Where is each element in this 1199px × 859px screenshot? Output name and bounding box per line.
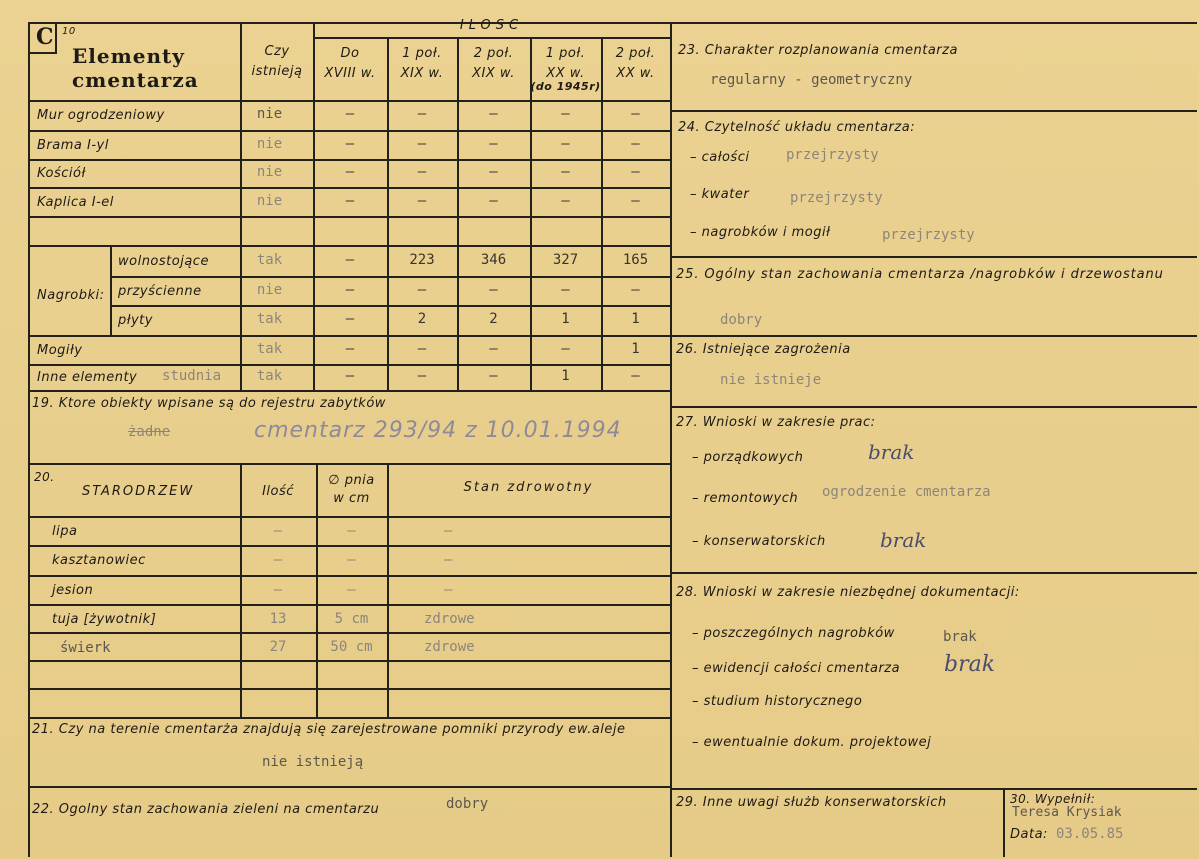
s20-h4 [28,604,670,606]
row-value-6-3: – [561,281,570,298]
row-label-9: Inne elementy [37,370,138,385]
row-value-7-2: 2 [489,311,498,327]
row-czy-8: tak [256,340,283,357]
row-value-5-3: 327 [552,251,579,268]
t1-h3 [28,187,670,189]
row-czy-6: nie [256,281,283,298]
row-value-9-2: – [489,368,498,384]
s30-date-label: Data: [1010,827,1048,842]
corner-bracket [55,24,57,54]
corner-underline [30,52,56,54]
t1-h0 [28,100,670,102]
row-czy-1: nie [256,135,283,152]
row-value-6-0: – [345,281,355,298]
row-value-8-2: – [489,340,498,357]
s20-top [28,463,670,465]
row-value-8-0: – [345,340,355,357]
row-value-5-2: 346 [480,251,507,268]
s20-h5 [28,632,670,634]
row-value-0-2: – [489,106,498,122]
row-label-3: Kaplica I-el [37,194,114,210]
row-label-7: płyty [118,313,153,328]
corner-letter: C [36,24,54,50]
row-value-9-1: – [417,368,427,384]
row-value-8-3: – [561,340,570,357]
s20-v3 [387,463,389,717]
t1-h-ilosc [313,37,670,39]
tree-name-4: świerk [60,640,111,656]
row-czy-5: tak [256,251,283,268]
s29-label: 29. Inne uwagi służb konserwatorskich [676,795,947,810]
s27-item3-value: brak [880,528,927,552]
row-value-5-4: 165 [622,251,649,268]
s19-label: 19. Ktore obiekty wpisane są do rejestru zabytków [32,396,386,411]
s22-value: dobry [446,796,489,812]
tree-pnia-1: – [347,552,356,568]
s27-item1-value: brak [868,440,915,464]
row-label-0: Mur ogrodzeniowy [37,108,165,123]
period-header-2-line1: 1 poł. [402,46,442,61]
r-h5 [670,572,1197,574]
row-value-1-2: – [489,135,498,152]
tree-name-1: kasztanowiec [52,553,146,568]
row-value-1-4: – [631,135,640,152]
r-h3 [670,335,1197,337]
s24-item1-label: – całości [690,150,750,165]
s20-number: 20. [34,470,55,484]
s24-item2-value: przejrzysty [790,190,883,206]
period-header-5-line2: XX w. [616,66,655,81]
r-h1 [670,110,1197,112]
tree-pnia-3: 5 cm [334,611,369,627]
row-value-2-1: – [417,164,427,180]
row-value-3-4: – [631,192,640,209]
period-header-4-line1: 1 poł. [545,46,586,61]
s27-label: 27. Wnioski w zakresie prac: [676,415,876,430]
t1-h5 [28,245,670,247]
t1-v6 [601,38,603,390]
row-value-7-4: 1 [631,311,640,327]
row-value-3-2: – [489,192,498,209]
row-czy-3: nie [256,192,283,209]
s24-item3-value: przejrzysty [882,227,975,243]
s20-h2 [28,545,670,547]
s24-item2-label: – kwater [690,187,750,202]
s26-label: 26. Istniejące zagrożenia [676,342,851,357]
s20-col-stan: Stan zdrowotny [463,480,594,495]
s30-name: Teresa Krysiak [1012,805,1122,820]
s30-label: 30. Wypełnił: [1010,792,1096,806]
s27-item3-label: – konserwatorskich [692,534,826,549]
tree-name-3: tuja [żywotnik] [52,612,157,627]
s20-col-name: STARODRZEW [82,484,195,499]
s28-item2-label: – ewidencji całości cmentarza [692,661,901,676]
tree-stan-0: – [444,523,453,539]
period-header-1-line2: XVIII w. [324,66,376,81]
tree-ilosc-2: – [273,582,283,598]
tree-ilosc-1: – [273,552,283,568]
corner-number: 10 [62,26,76,37]
s19-handwritten: cmentarz 293/94 z 10.01.1994 [254,418,622,443]
s20-col-ilosc: Ilość [262,484,294,499]
period-header-5-line1: 2 poł. [615,46,656,61]
s27-item2-value: ogrodzenie cmentarza [822,484,991,500]
row-value-2-2: – [489,164,498,180]
row-value-7-1: 2 [417,311,427,327]
center-divider [670,22,672,857]
t1-v3 [387,38,389,390]
t1-h1 [28,130,670,132]
row-value-2-0: – [345,164,355,180]
tree-stan-3: zdrowe [424,611,475,627]
row-value-7-0: – [345,311,355,327]
s28-item1-value: brak [943,629,977,645]
tree-stan-4: zdrowe [424,639,475,655]
row-label-5: wolnostojące [118,253,209,269]
r-h2 [670,256,1197,258]
row-value-0-1: – [417,106,427,122]
row-value-2-3: – [561,164,570,180]
t1-v4 [457,38,459,390]
row-value-1-0: – [345,135,355,152]
nagrobki-label: Nagrobki: [37,288,105,303]
s28-item2-value: brak [944,652,996,677]
r-h6 [670,788,1197,790]
s24-item3-label: – nagrobków i mogił [690,225,831,240]
s20-h1 [28,516,670,518]
s20-h3 [28,575,670,577]
row-label-1: Brama I-yl [37,137,109,153]
s23-label: 23. Charakter rozplanowania cmentarza [678,43,958,58]
period-header-4-line3: (do 1945r) [530,80,601,93]
s21-bottom [28,786,670,788]
t1-h6 [110,276,670,278]
row-value-5-1: 223 [409,251,435,268]
row-czy-0: nie [256,106,283,122]
period-header-2-line2: XIX w. [400,66,444,81]
s28-item4-label: – ewentualnie dokum. projektowej [692,735,932,750]
s30-date: 03.05.85 [1056,826,1124,842]
period-header-3-line1: 2 poł. [473,46,514,61]
s27-item1-label: – porządkowych [692,450,804,465]
row-value-5-0: – [345,251,355,268]
row-value-2-4: – [631,164,640,180]
row-czy-2: nie [256,164,283,180]
row-value-3-3: – [561,192,570,209]
title-line2: cmentarza [72,68,199,92]
s28-item3-label: – studium historycznego [692,694,863,709]
row-label-2: Kościół [37,166,86,181]
row-value-8-1: – [417,340,427,357]
col-czy-header: Czy istnieją [251,44,303,79]
period-header-4-line2: XX w. [546,66,585,81]
s21-label: 21. Czy na terenie cmentarża znajdują się zarejestrowane pomniki przyrody ew.aleje [32,722,626,737]
row-value-0-0: – [345,106,355,122]
row-value-6-2: – [489,281,498,298]
t1-h8 [28,335,670,337]
s20-bottom [28,717,670,719]
period-header-3-line2: XIX w. [472,66,515,81]
tree-name-0: lipa [52,524,78,539]
s22-label: 22. Ogolny stan zachowania zieleni na cmentarzu [32,802,380,817]
row-label-6: przyścienne [118,283,202,299]
row-value-0-4: – [631,106,640,122]
tree-ilosc-0: – [273,523,283,539]
tree-name-2: jesion [52,583,94,598]
s19-crossed: żadne [128,424,171,440]
r-h4 [670,406,1197,408]
row-value-1-3: – [561,135,570,152]
row-value-8-4: 1 [631,340,640,357]
row-value-9-0: – [345,368,355,384]
row-value-7-3: 1 [561,311,570,327]
row-value-3-0: – [345,192,355,209]
s26-value: nie istnieje [720,372,822,388]
row-extra-9: studnia [162,368,222,384]
row-value-6-4: – [631,281,640,298]
s20-col-pnia: ∅ pnia w cm [328,473,375,506]
tree-pnia-4: 50 cm [330,639,373,655]
row-czy-7: tak [256,311,283,327]
s27-item2-label: – remontowych [692,491,799,506]
s28-label: 28. Wnioski w zakresie niezbędnej dokumentacji: [676,585,1020,600]
tree-pnia-0: – [347,523,356,539]
r-v30 [1003,788,1005,857]
s21-value: nie istnieją [262,754,364,770]
t1-h10 [28,390,670,392]
t1-nagrobki-v [110,245,112,335]
s23-value: regularny - geometryczny [710,72,913,88]
row-value-6-1: – [417,281,427,298]
row-value-0-3: – [561,106,570,122]
tree-stan-1: – [444,552,453,568]
title-line1: Elementy [72,44,185,68]
t1-h7 [110,305,670,307]
period-header-1-line1: Do [340,46,360,61]
tree-stan-2: – [444,582,453,598]
tree-pnia-2: – [347,582,356,598]
s24-label: 24. Czytelność układu cmentarza: [678,120,916,135]
frame-left [28,22,30,857]
tree-ilosc-3: 13 [269,611,287,627]
row-czy-9: tak [256,368,283,384]
t1-h4 [28,216,670,218]
s20-h7 [28,688,670,690]
tree-ilosc-4: 27 [269,639,287,655]
s20-h6 [28,660,670,662]
row-value-9-3: 1 [561,368,570,384]
s25-label: 25. Ogólny stan zachowania cmentarza /nagrobków i drzewostanu [676,267,1164,282]
t1-h2 [28,159,670,161]
t1-h9 [28,364,670,366]
s25-value: dobry [720,312,763,328]
s24-item1-value: przejrzysty [786,147,879,163]
row-value-9-4: – [631,368,640,384]
row-value-3-1: – [417,192,427,209]
row-label-8: Mogiły [37,342,83,358]
ilosc-header: ILOSC [459,18,524,33]
s28-item1-label: – poszczególnych nagrobków [692,626,895,641]
row-value-1-1: – [417,135,427,152]
